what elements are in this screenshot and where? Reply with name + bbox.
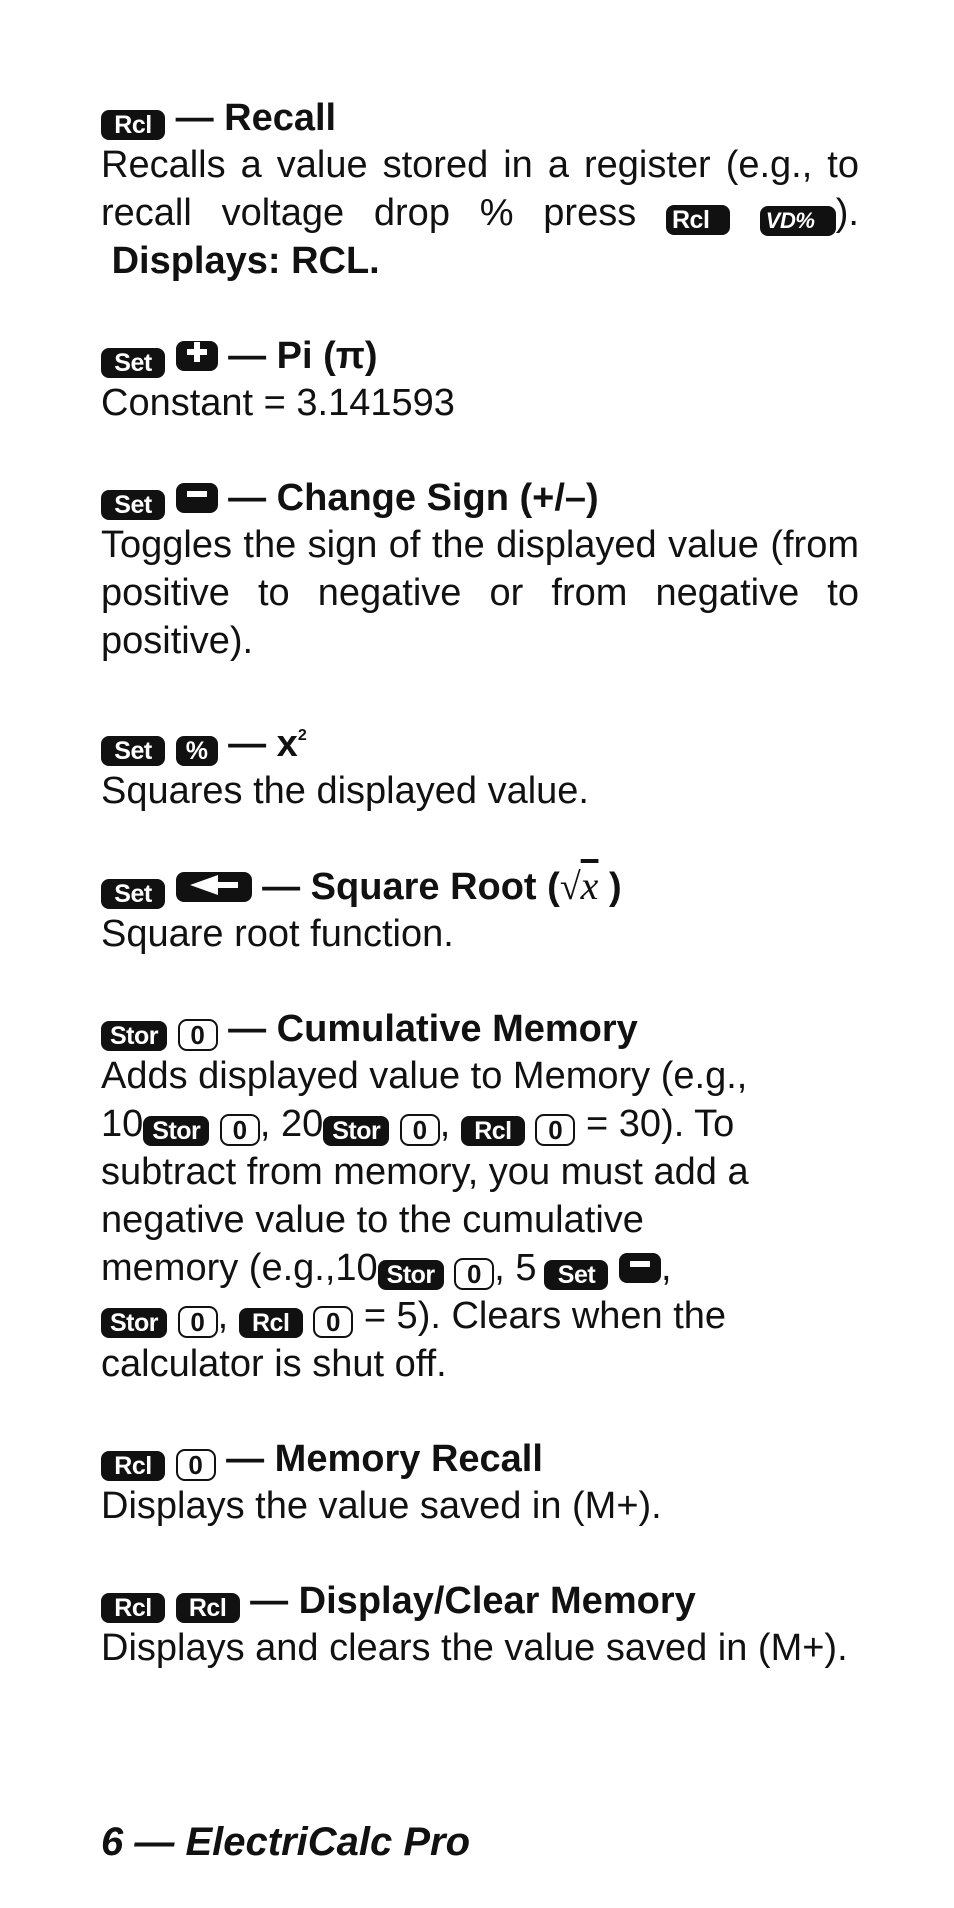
- entry-memory-recall: [101, 1436, 859, 1530]
- stor-key-icon: Stor: [101, 1308, 167, 1338]
- entry-memory-recall-heading: [101, 1436, 859, 1482]
- backspace-key-icon: [176, 872, 252, 902]
- rcl-key-icon: Rcl: [101, 110, 165, 140]
- entry-x-squared-title: — x: [228, 723, 298, 765]
- recall-desc-close: ).: [835, 192, 859, 234]
- cm-five: , 5: [494, 1247, 537, 1289]
- entry-recall: [101, 95, 859, 285]
- recall-desc-text: Recalls a value stored in a register (e.g., to recall voltage drop % press: [101, 144, 859, 234]
- entry-recall-heading: [101, 95, 859, 141]
- entry-cumulative-memory-title: — Cumulative Memory: [228, 1008, 638, 1050]
- cm-comma: ,: [217, 1295, 229, 1337]
- entry-memory-recall-title: — Memory Recall: [226, 1438, 543, 1480]
- cm-memory-eg: memory (e.g.,10: [101, 1247, 378, 1289]
- entry-cumulative-memory-description: [101, 1052, 859, 1388]
- zero-key-icon: 0: [400, 1114, 440, 1146]
- entry-display-clear-description: Displays and clears the value saved in (M+).: [101, 1627, 848, 1669]
- set-key-icon: Set: [101, 879, 165, 909]
- stor-key-icon: Stor: [101, 1021, 167, 1051]
- zero-key-icon: 0: [454, 1258, 494, 1290]
- cm-twenty: , 20: [259, 1103, 324, 1145]
- set-key-icon: Set: [544, 1260, 608, 1290]
- entry-display-clear-heading: [101, 1578, 859, 1624]
- rcl-key-icon: Rcl: [461, 1116, 525, 1146]
- entry-change-sign-title: — Change Sign (+/–): [228, 477, 599, 519]
- rcl-key-icon: Rcl: [101, 1451, 165, 1481]
- stor-key-icon: Stor: [378, 1260, 444, 1290]
- cm-line-4: negative value to the cumulative: [101, 1199, 644, 1241]
- entry-cumulative-memory-heading: [101, 1006, 859, 1052]
- entry-square-root-description: Square root function.: [101, 913, 454, 955]
- cm-line-6: [101, 1292, 859, 1340]
- entry-pi: [101, 333, 859, 427]
- entry-cumulative-memory: [101, 1006, 859, 1388]
- superscript-two: 2: [297, 727, 307, 744]
- rcl-key-icon: Rcl: [176, 1593, 240, 1623]
- zero-key-icon: 0: [176, 1449, 216, 1481]
- rcl-key-icon: Rcl: [666, 205, 730, 235]
- minus-key-icon: [619, 1253, 661, 1283]
- square-root-symbol: √: [559, 866, 581, 908]
- set-key-icon: Set: [101, 348, 165, 378]
- entry-change-sign-heading: [101, 475, 859, 521]
- entry-change-sign-description: Toggles the sign of the displayed value (from positive to negative or from negative to positive).: [101, 524, 859, 662]
- page-footer: 6 — ElectriCalc Pro: [101, 1820, 471, 1864]
- set-key-icon: Set: [101, 736, 165, 766]
- entry-pi-title: — Pi (π): [228, 335, 378, 377]
- entry-memory-recall-description: Displays the value saved in (M+).: [101, 1485, 662, 1527]
- zero-key-icon: 0: [313, 1306, 353, 1338]
- entry-square-root-heading: [101, 863, 859, 910]
- cm-line-3: subtract from memory, you must add a: [101, 1151, 749, 1193]
- entry-x-squared-heading: [101, 713, 859, 767]
- entry-x-squared-description: Squares the displayed value.: [101, 770, 589, 812]
- cm-line-1: Adds displayed value to Memory (e.g.,: [101, 1055, 748, 1097]
- cm-equals-thirty: = 30). To: [586, 1103, 735, 1145]
- manual-page: [101, 95, 859, 1720]
- set-key-icon: Set: [101, 490, 165, 520]
- stor-key-icon: Stor: [143, 1116, 209, 1146]
- cm-comma: ,: [439, 1103, 451, 1145]
- zero-key-icon: 0: [220, 1114, 260, 1146]
- square-root-x: x: [580, 863, 599, 908]
- square-root-close: ): [609, 866, 622, 908]
- entry-pi-description: Constant = 3.141593: [101, 382, 455, 424]
- entry-pi-heading: [101, 333, 859, 379]
- cm-comma: ,: [661, 1247, 672, 1289]
- entry-recall-title: — Recall: [175, 97, 337, 139]
- entry-x-squared: [101, 713, 859, 815]
- cm-line-5: [101, 1244, 859, 1292]
- rcl-key-icon: Rcl: [101, 1593, 165, 1623]
- stor-key-icon: Stor: [323, 1116, 389, 1146]
- rcl-key-icon: Rcl: [239, 1308, 303, 1338]
- vd-percent-key-icon: VD%: [760, 206, 836, 236]
- zero-key-icon: 0: [535, 1114, 575, 1146]
- cm-line-2: [101, 1100, 859, 1148]
- cm-equals-five: = 5). Clears when the: [363, 1295, 727, 1337]
- plus-key-icon: [176, 341, 218, 371]
- percent-key-icon: %: [176, 736, 218, 766]
- entry-display-clear-memory: [101, 1578, 859, 1672]
- recall-displays: Displays: RCL.: [111, 240, 380, 282]
- cm-line-7: calculator is shut off.: [101, 1343, 447, 1385]
- entry-square-root-title: — Square Root (: [262, 866, 560, 908]
- zero-key-icon: 0: [178, 1019, 218, 1051]
- entry-recall-description: [101, 141, 859, 285]
- entry-square-root: [101, 863, 859, 958]
- entry-display-clear-title: — Display/Clear Memory: [250, 1580, 696, 1622]
- zero-key-icon: 0: [178, 1306, 218, 1338]
- minus-key-icon: [176, 483, 218, 513]
- cm-ten: 10: [101, 1103, 144, 1145]
- entry-change-sign: [101, 475, 859, 665]
